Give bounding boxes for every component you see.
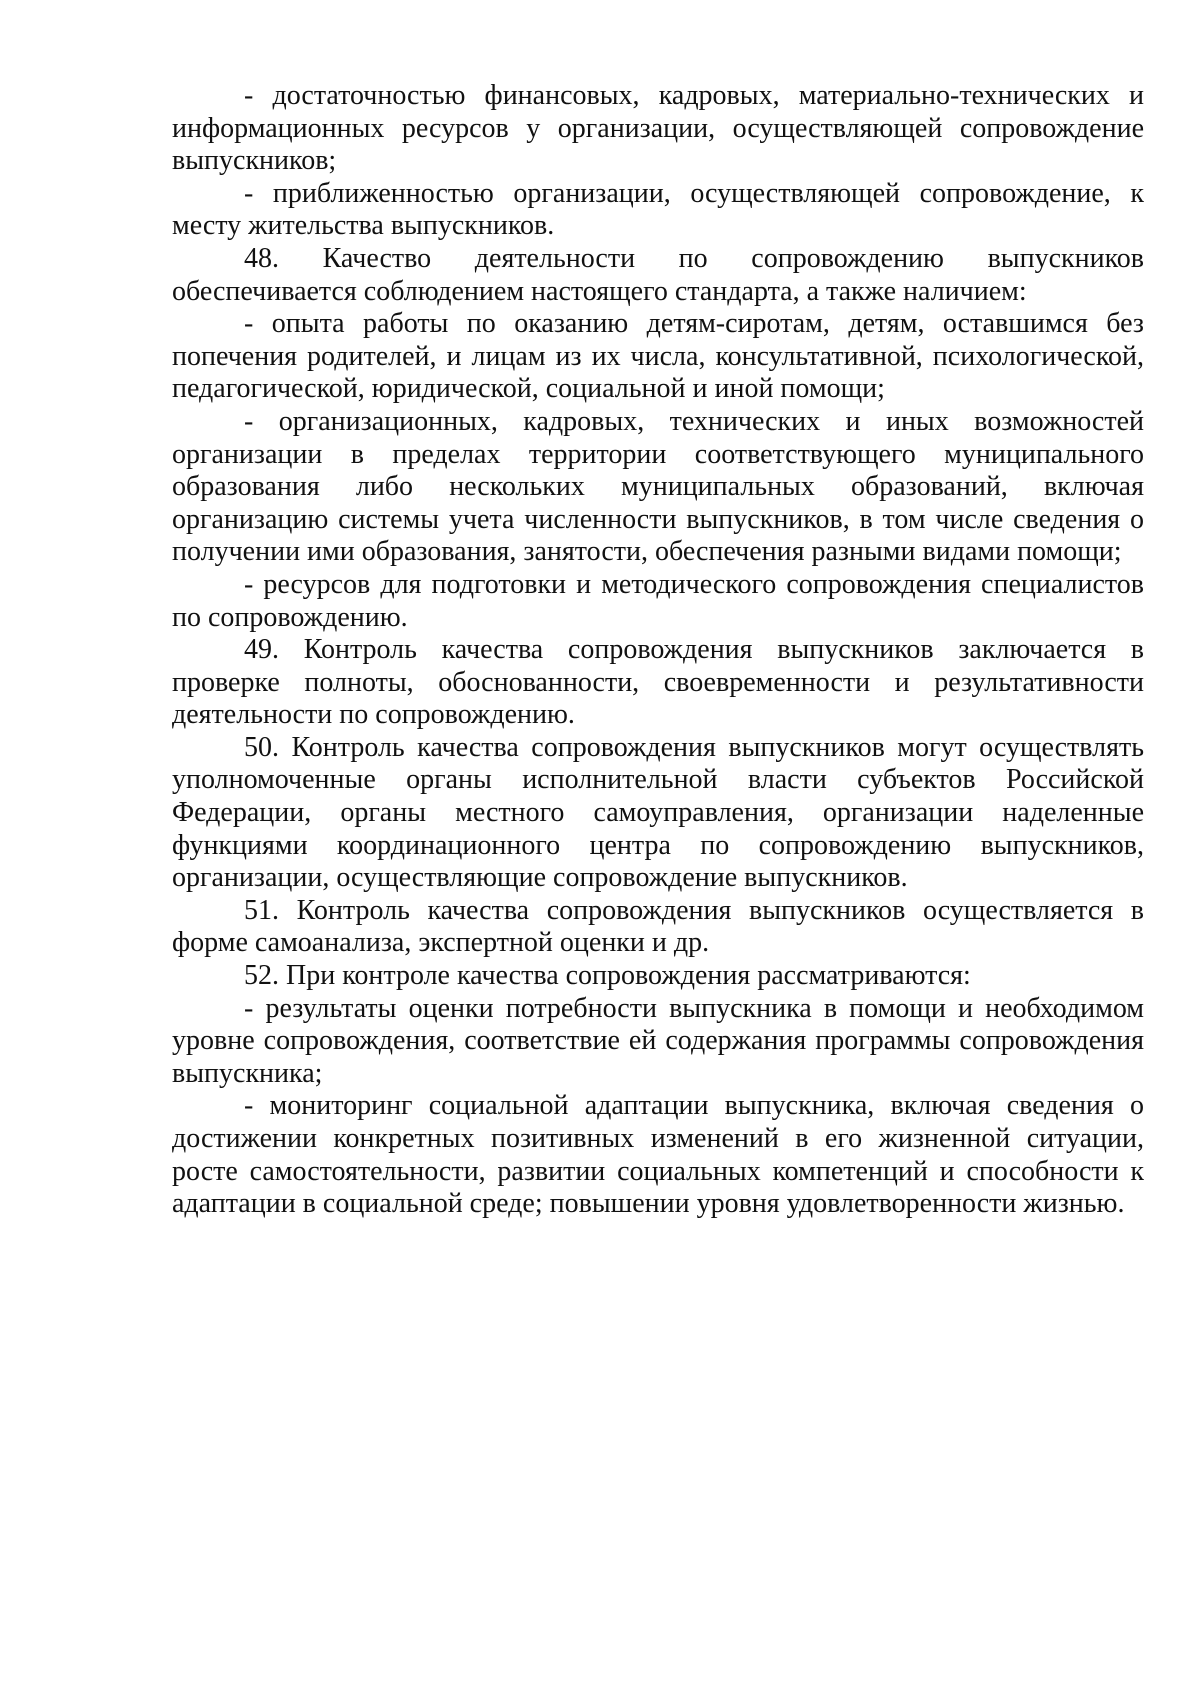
paragraph-monitoring: - мониторинг социальной адаптации выпускника, включая сведения о достижении конкретных позитивных изменений в его жизненной ситуации, росте самостоятельности, развитии социальных компетенций и способности к адаптации в социальной среде; повышении уровня удовлетворенности жизнью. xyxy=(172,1090,1144,1220)
paragraph-experience: - опыта работы по оказанию детям-сиротам, детям, оставшимся без попечения родителей, и лицам из их числа, консультативной, психологической, педагогической, юридической, социальной и иной помощи; xyxy=(172,308,1144,405)
paragraph-training-resources: - ресурсов для подготовки и методического сопровождения специалистов по сопровождению. xyxy=(172,568,1144,633)
paragraph-assessment-results: - результаты оценки потребности выпускника в помощи и необходимом уровне сопровождения, соответствие ей содержания программы сопровождения выпускника; xyxy=(172,992,1144,1089)
paragraph-item-51: 51. Контроль качества сопровождения выпускников осуществляется в форме самоанализа, экспертной оценки и др. xyxy=(172,894,1144,959)
paragraph-proximity: - приближенностью организации, осуществляющей сопровождение, к месту жительства выпускников. xyxy=(172,177,1144,242)
paragraph-resources-sufficiency: - достаточностью финансовых, кадровых, материально-технических и информационных ресурсов у организации, осуществляющей сопровождение выпускников; xyxy=(172,80,1144,177)
document-body xyxy=(172,80,1144,1221)
paragraph-item-49: 49. Контроль качества сопровождения выпускников заключается в проверке полноты, обоснованности, своевременности и результативности деятельности по сопровождению. xyxy=(172,634,1144,731)
paragraph-item-48: 48. Качество деятельности по сопровождению выпускников обеспечивается соблюдением настоящего стандарта, а также наличием: xyxy=(172,242,1144,307)
paragraph-capabilities: - организационных, кадровых, технических и иных возможностей организации в пределах территории соответствующего муниципального образования либо нескольких муниципальных образований, включая организацию системы учета численности выпускников, в том числе сведения о получении ими образования, занятости, обеспечения разными видами помощи; xyxy=(172,405,1144,568)
paragraph-item-52: 52. При контроле качества сопровождения рассматриваются: xyxy=(244,960,971,992)
paragraph-item-50: 50. Контроль качества сопровождения выпускников могут осуществлять уполномоченные органы исполнительной власти субъектов Российской Федерации, органы местного самоуправления, организации наделенные функциями координационного центра по сопровождению выпускников, организации, осуществляющие сопровождение выпускников. xyxy=(172,731,1144,894)
